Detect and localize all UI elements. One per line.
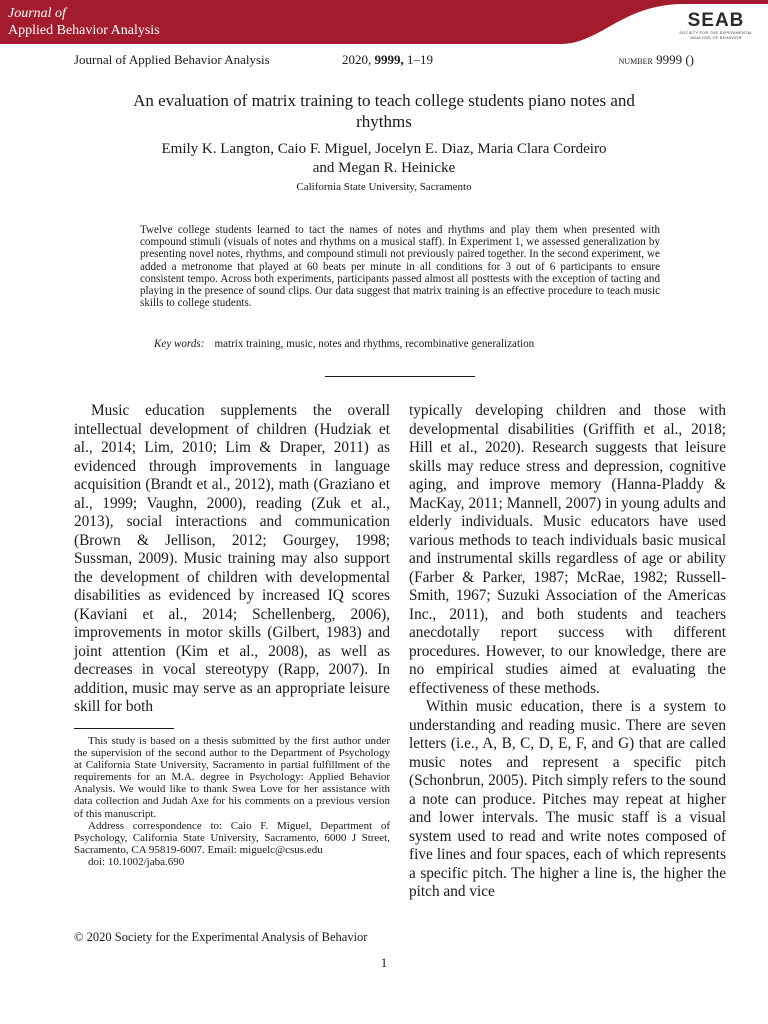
body-paragraph: Within music education, there is a system to understanding and reading music. There are seven letters (i.e., A, B, C, D, E, F, and G) that are called music notes and represent a specific pitch (Schonbrun, 2005). Pitch simply refers to the sound a note can produce. Pitches may repeat at higher and lower intervals. The music staff is a visual system used to read and write notes composed of five lines and four spaces, each of which represents a specific pitch. The higher a line is, the higher the pitch and vice: [409, 698, 726, 900]
running-head-year: 2020,: [342, 52, 375, 67]
page-number: 1: [380, 955, 388, 970]
section-divider: [325, 376, 475, 377]
seab-logo: [676, 12, 756, 40]
running-head-volume: [342, 52, 433, 68]
footnotes: [74, 735, 390, 868]
keywords-label: Key words:: [154, 338, 205, 350]
copyright-notice: © 2020 Society for the Experimental Analysis of Behavior: [74, 930, 368, 944]
seab-logo-subtext: SOCIETY FOR THE EXPERIMENTAL ANALYSIS OF BEHAVIOR: [679, 30, 753, 40]
keywords: [154, 338, 654, 350]
journal-banner: [0, 0, 768, 44]
body-paragraph: typically developing children and those with developmental disabilities (Griffith et al., 2018; Hill et al., 2020). Research suggests that leisure skills may reduce stress and depression, cognitive aging, and improve memory (Hanna-Pladdy & MacKay, 2011; Mannell, 2007) in young adults and elderly individuals. Music educators have used various methods to teach individuals basic musical and instrumental skills regardless of age or ability (Farber & Parker, 1987; McRae, 1982; Russell-Smith, 1967; Suzuki Association of the Americas Inc., 2011), and both students and teachers anecdotally report success with different procedures. However, to our knowledge, there are no empirical studies aimed at evaluating the effectiveness of these methods.: [409, 402, 726, 697]
affiliation: California State University, Sacramento: [296, 181, 472, 193]
abstract: [140, 224, 660, 309]
footnote-thesis: This study is based on a thesis submitted by the first author under the supervision of the second author to the Department of Psychology at California State University, Sacramento in partial fulfillment of the requirements for an M.A. degree in Psychology: Applied Behavior Analysis. We would like to thank Swea Love for her assistance with data collection and Judah Axe for his comments on a previous version of this manuscript.: [74, 735, 390, 820]
body-paragraph: Music education supplements the overall intellectual development of children (Hudziak et al., 2014; Lim, 2010; Lim & Draper, 2011) as evidenced through improvements in language acquisition (Brandt et al., 2012), math (Graziano et al., 1999; Vaughn, 2000), reading (Zuk et al., 2013), social interactions and communication (Brown & Jellison, 2012; Gourgey, 1998; Sussman, 2009). Music training may also support the development of children with developmental disabilities as evidenced by increased IQ scores (Kaviani et al., 2014; Schellenberg, 2006), improvements in motor skills (Gilbert, 1983) and joint attention (Kim et al., 2008), as well as decreases in vocal stereotypy (Rapp, 2007). In addition, music may serve as an appropriate leisure skill for both: [74, 402, 390, 715]
running-head-volume-number: 9999,: [374, 52, 404, 67]
seab-logo-text: SEAB: [687, 10, 745, 31]
footnote-doi: doi: 10.1002/jaba.690: [88, 855, 185, 868]
running-head-pages: 1–19: [403, 52, 433, 67]
journal-name: [8, 5, 160, 39]
journal-name-line2: Applied Behavior Analysis: [8, 23, 160, 38]
abstract-text: Twelve college students learned to tact the names of notes and rhythms and play them when presented with compound stimuli (visuals of notes and rhythms on a musical staff). In Experiment 1, we assessed generalization by presenting novel notes, rhythms, and compound stimuli not previously paired together. In the second experiment, we added a metronome that played at 60 beats per minute in all conditions for 3 out of 6 participants to ensure consistent tempo. Across both experiments, participants passed almost all posttests with the exception of tacting and playing in the presence of sound clips. Our data suggest that matrix training is an effective procedure to teach music skills to college students.: [140, 224, 660, 310]
running-head-journal: Journal of Applied Behavior Analysis: [74, 52, 270, 67]
author-line-2: and Megan R. Heinicke: [312, 160, 456, 176]
journal-name-line1: Journal of: [8, 6, 66, 21]
author-line-1: Emily K. Langton, Caio F. Miguel, Jocelyn E. Diaz, Maria Clara Cordeiro: [161, 141, 607, 157]
keywords-text: matrix training, music, notes and rhythms, recombinative generalization: [214, 338, 535, 350]
running-head-number-value: 9999 (): [652, 52, 694, 67]
running-head-issue: [619, 52, 694, 68]
author-list: [120, 140, 648, 178]
running-head-number-label: number: [618, 53, 653, 67]
body-column-right: [409, 402, 726, 902]
footnote-correspondence: Address correspondence to: Caio F. Miguel, Department of Psychology, California State University, Sacramento, 6000 J Street, Sacramento, CA 95819-6007. Email: miguelc@csus.edu: [74, 819, 390, 856]
running-head: [74, 52, 694, 70]
footnote-divider: [74, 728, 174, 729]
body-column-left: [74, 402, 390, 717]
article-title: An evaluation of matrix training to teach college students piano notes and rhythms: [133, 91, 635, 131]
